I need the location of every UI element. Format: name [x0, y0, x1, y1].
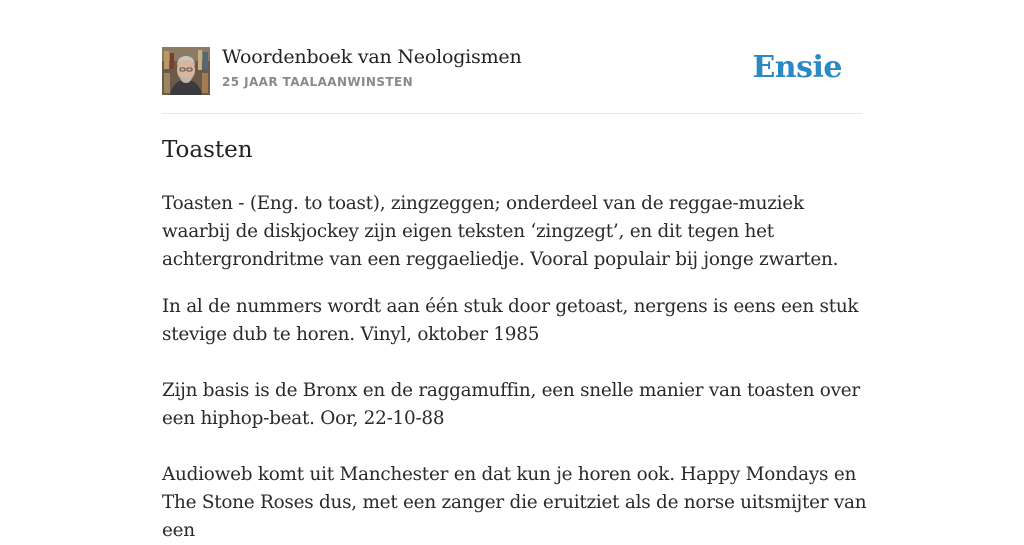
site-subtitle: 25 JAAR TAALAANWINSTEN: [222, 75, 414, 89]
entry-quote: Audioweb komt uit Manchester en dat kun je horen ook. Happy Mondays en The Stone Roses dus, met een zanger die eruitziet als de norse uitsmijter van een: [162, 464, 867, 541]
site-title[interactable]: Woordenboek van Neologismen: [222, 46, 522, 68]
author-avatar-icon: [162, 47, 210, 95]
ensie-logo-link[interactable]: Ensie: [752, 50, 842, 85]
avatar[interactable]: [162, 47, 210, 95]
site-header: [162, 0, 862, 114]
entry-definition: Toasten - (Eng. to toast), zingzeggen; onderdeel van de reggae-muziek waarbij de diskjockey zijn eigen teksten ‘zingzegt’, en dit tegen het achtergrondritme van een reggaeliedje. Vooral populair bij jonge zwarten.: [162, 193, 839, 270]
content-column: [162, 0, 867, 541]
entry-quote: Zijn basis is de Bronx en de raggamuffin, een snelle manier van toasten over een hiphop-beat. Oor, 22-10-88: [162, 380, 860, 429]
entry-quote: In al de nummers wordt aan één stuk door getoast, nergens is eens een stuk stevige dub te horen. Vinyl, oktober 1985: [162, 296, 859, 345]
entry-title: Toasten: [162, 137, 253, 163]
